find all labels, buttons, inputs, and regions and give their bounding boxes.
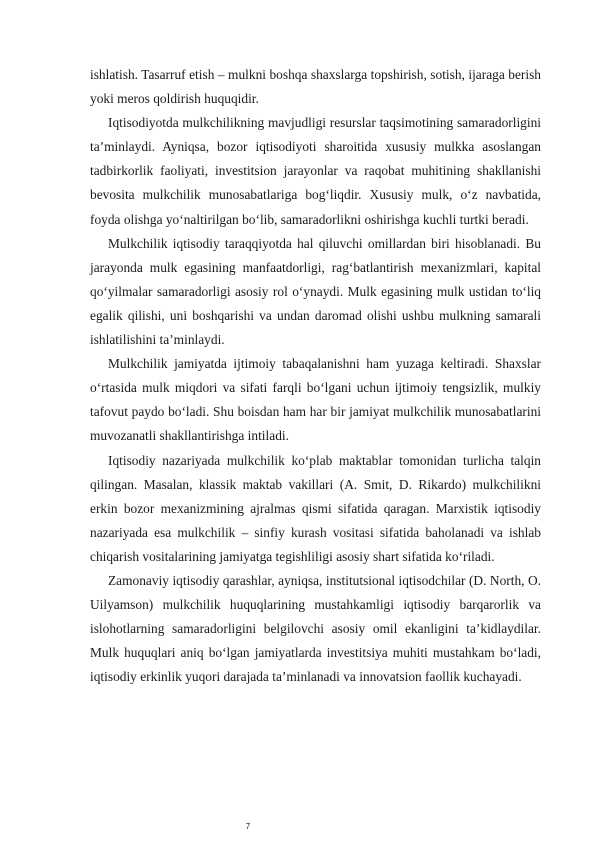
body-text <box>90 63 541 689</box>
paragraph: Mulkchilik iqtisodiy taraqqiyotda hal qiluvchi omillardan biri hisoblanadi. Bu jarayonda mulk egasining manfaatdorligi, rag‘batlantirish mexanizmlari, kapital qo‘yilmalar samaradorligi asosiy rol o‘ynaydi. Mulk egasining mulk ustidan to‘liq egalik qilishi, uni boshqarishi va undan daromad olishi ushbu mulkning samarali ishlatilishini ta’minlaydi. <box>90 235 541 348</box>
paragraph: Mulkchilik jamiyatda ijtimoiy tabaqalanishni ham yuzaga keltiradi. Shaxslar o‘rtasida mulk miqdori va sifati farqli bo‘lgani uchun ijtimoiy tengsizlik, mulkiy tafovut paydo bo‘ladi. Shu boisdan ham har bir jamiyat mulkchilik munosabatlarini muvozanatli shakllantirishga intiladi. <box>90 356 541 444</box>
paragraph: Iqtisodiyotda mulkchilikning mavjudligi resurslar taqsimotining samaradorligini ta’minlaydi. Ayniqsa, bozor iqtisodiyoti sharoitida xususiy mulkka asoslangan tadbirkorlik faoliyati, investitsion jarayonlar va raqobat muhitining shakllanishi bevosita mulkchilik munosabatlariga bog‘liqdir. Xususiy mulk, o‘z navbatida, foyda olishga yo‘naltirilgan bo‘lib, samaradorlikni oshirishga kuchli turtki beradi. <box>90 115 541 227</box>
page-number: 7 <box>245 822 251 831</box>
paragraph-continuation: ishlatish. Tasarruf etish – mulkni boshqa shaxslarga topshirish, sotish, ijaraga berish yoki meros qoldirish huquqidir. <box>90 67 541 107</box>
paragraph: Zamonaviy iqtisodiy qarashlar, ayniqsa, institutsional iqtisodchilar (D. North, O. Uilyamson) mulkchilik huquqlarining mustahkamligi iqtisodiy barqarorlik va islohotlarning samaradorligini belgilovchi asosiy omil ekanligini ta’kidlaydilar. Mulk huquqlari aniq bo‘lgan jamiyatlarda investitsiya muhiti mustahkam bo‘ladi, iqtisodiy erkinlik yuqori darajada ta’minlanadi va innovatsion faollik kuchayadi. <box>90 572 541 685</box>
paragraph: Iqtisodiy nazariyada mulkchilik ko‘plab maktablar tomonidan turlicha talqin qilingan. Masalan, klassik maktab vakillari (A. Smit, D. Rikardo) mulkchilikni erkin bozor mexanizmining ajralmas qismi sifatida qaragan. Marxistik iqtisodiy nazariyada esa mulkchilik – sinfiy kurash vositasi sifatida baholanadi va ishlab chiqarish vositalarining jamiyatga tegishliligi asosiy shart sifatida ko‘riladi. <box>90 452 541 564</box>
